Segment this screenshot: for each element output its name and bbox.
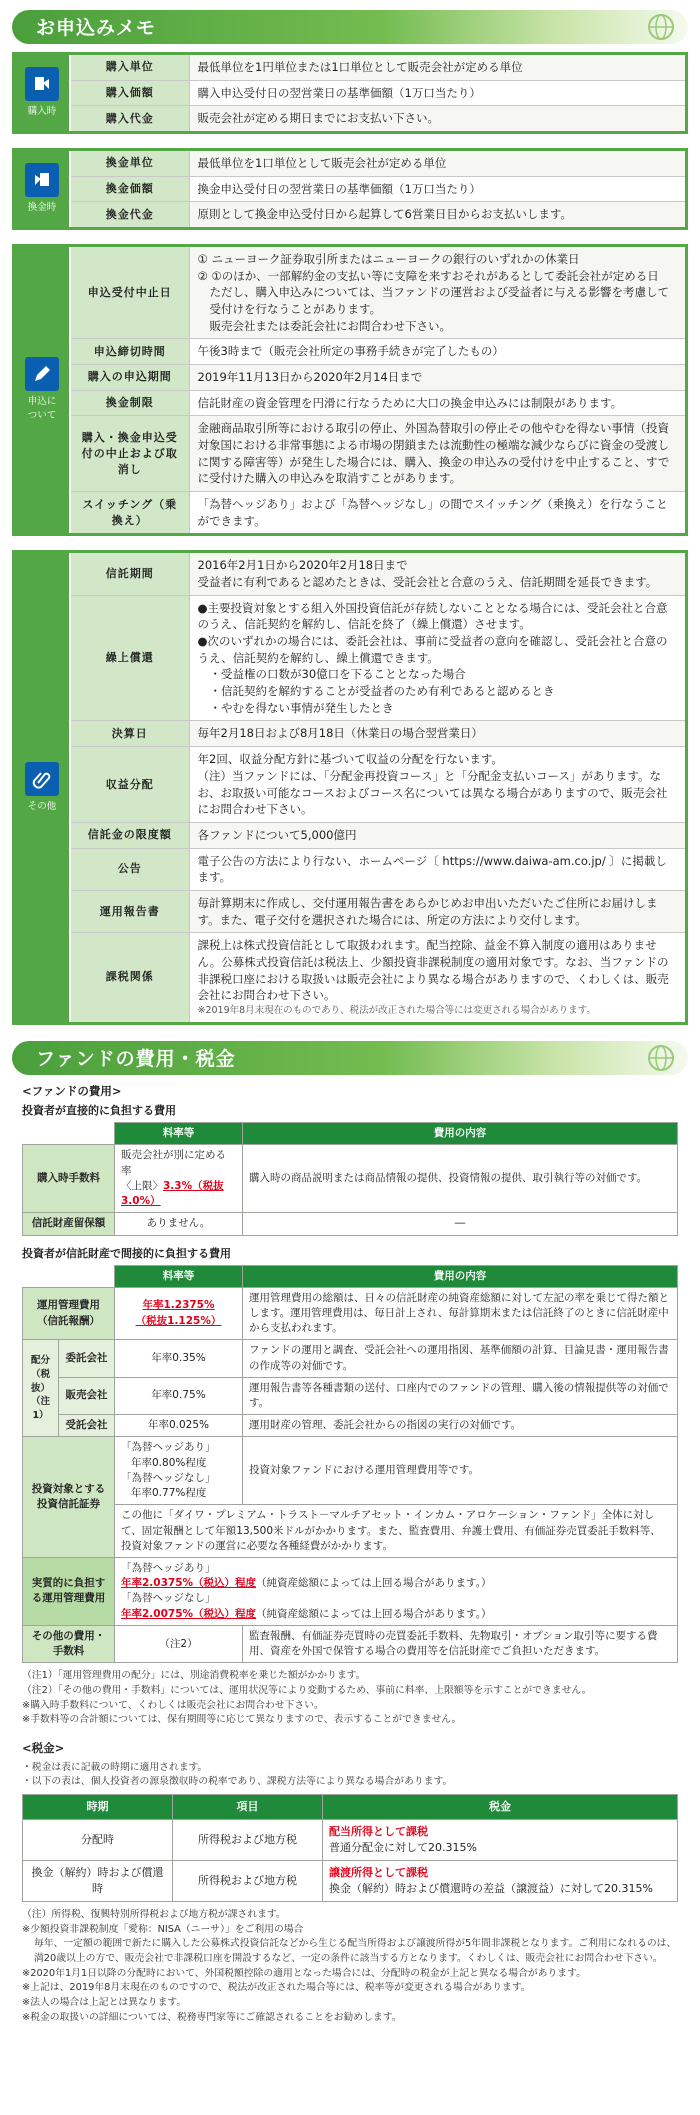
table-row: 購入の申込期間 2019年11月13日から2020年2月14日まで — [71, 365, 685, 391]
table-row: 申込受付中止日 ① ニューヨーク証券取引所またはニューヨークの銀行のいずれかの休業日 ② ①のほか、一部解約金の支払い等に支障を来すおそれがあるとして委託会社が定める日 ただし、購入申込みについては、当ファンドの運営および受益者に与える影響を考慮して受付けを行なうことがあります。 販売会社または委託会社にお問合わせ下さい。 — [71, 247, 685, 339]
globe-icon — [646, 13, 676, 41]
fees-title: ファンドの費用・税金 — [36, 1047, 236, 1070]
fees-banner — [12, 1041, 688, 1075]
indirect-fees-heading: 投資者が信託財産で間接的に負担する費用 — [22, 1246, 231, 1260]
tax-notes: （注）所得税、復興特別所得税および地方税が課されます。 ※少額投資非課税制度「愛称：NISA（ニーサ）」をご利用の場合 毎年、一定額の範囲で新たに購入した公募株式投資信託などから生じる配当所得および譲渡所得が5年間非課税となります。ご利用になれるのは、満20歳以上の方で、販売会社で非課税口座を開設するなど、一定の条件に該当する方となります。くわしくは、販売会社にお問合わせ下さい。 ※2020年1月1日以降の分配時において、外国税額控除の適用となった場合には、分配時の税金が上記と異なる場合があります。 ※上記は、2019年8月末現在のものですので、税法が改正された場合等には、税率等が変更される場合があります。 ※法人の場合は上記とは異なります。 ※税金の取扱いの詳細については、税務専門家等にご確認されることをお勧めします。 — [22, 1908, 677, 2023]
table-row: 収益分配 年2回、収益分配方針に基づいて収益の分配を行ないます。 （注）当ファンドには、「分配金再投資コース」と「分配金支払いコース」があります。なお、お取扱い可能なコースおよびコース名については異なる場合がありますので、販売会社にお問合わせ下さい。 — [71, 747, 685, 823]
purchase-label: 購入時 — [15, 55, 71, 131]
table-row: スイッチング（乗換え） 「為替ヘッジあり」および「為替ヘッジなし」の間でスイッチング（乗換え）を行なうことができます。 — [71, 492, 685, 534]
redeem-label: 換金時 — [15, 151, 71, 227]
redeem-icon — [25, 163, 59, 197]
apply-table — [71, 247, 685, 533]
table-row: 換金価額 換金申込受付日の翌営業日の基準価額（1万口当たり） — [71, 176, 685, 202]
tax-table: 時期 項目 税金 分配時 所得税および地方税 配当所得として課税 普通分配金に対して20.315% 換金（解約）時および償還時 所得税および地方税 譲渡所得として課税 換金（解約）時および償還時の差益（譲渡益）に対して20.315% — [22, 1794, 678, 1902]
table-row: 申込締切時間 午後3時まで（販売会社所定の事務手続きが完了したもの） — [71, 339, 685, 365]
table-row: 換金単位 最低単位を1口単位として販売会社が定める単位 — [71, 151, 685, 176]
apply-label: 申込について — [15, 247, 71, 533]
other-table — [71, 553, 685, 1021]
fees-section-heading: <ファンドの費用> — [22, 1083, 122, 1098]
table-row: 投資対象とする投資信託証券 「為替ヘッジあり」 年率0.80%程度 「為替ヘッジなし」 年率0.77%程度 投資対象ファンドにおける運用管理費用等です。 — [23, 1437, 678, 1505]
table-row: 信託金の限度額 各ファンドについて5,000億円 — [71, 822, 685, 848]
table-row: 分配時 所得税および地方税 配当所得として課税 普通分配金に対して20.315% — [23, 1820, 678, 1861]
table-row: 換金（解約）時および償還時 所得税および地方税 譲渡所得として課税 換金（解約）時および償還時の差益（譲渡益）に対して20.315% — [23, 1860, 678, 1901]
tax-section-heading: <税金> — [22, 1741, 65, 1756]
purchase-table — [71, 55, 685, 131]
redeem-panel — [12, 148, 688, 230]
table-row: 繰上償還 ●主要投資対象とする組入外国投資信託が存続しないこととなる場合には、受託会社と合意のうえ、信託契約を解約し、信託を終了（繰上償還）させます。 ●次のいずれかの場合には、委託会社は、事前に受益者の意向を確認し、受託会社と合意のうえ、信託契約を解約し、繰上償還できます。 ・受益権の口数が30億口を下ることとなった場合 ・信託契約を解約することが受益者のため有利であると認めるとき ・やむを得ない事情が発生したとき — [71, 595, 685, 721]
table-row: 購入単位 最低単位を1円単位または1口単位として販売会社が定める単位 — [71, 55, 685, 80]
table-row: 信託財産留保額 ありません。 ― — [23, 1213, 678, 1235]
fee-notes: （注1）「運用管理費用の配分」には、別途消費税率を乗じた額がかかります。 （注2）「その他の費用・手数料」については、運用状況等により変動するため、事前に料率、上限額等を示すことができません。 ※購入時手数料について、くわしくは販売会社にお問合わせ下さい。 ※手数料等の合計額については、保有期間等に応じて異なりますので、表示することができません。 — [22, 1670, 592, 1726]
clip-icon — [25, 762, 59, 796]
table-row: 実質的に負担する運用管理費用 「為替ヘッジあり」 年率2.0375%（税込）程度（純資産総額によっては上回る場合があります。） 「為替ヘッジなし」 年率2.0075%（税込）程度（純資産総額によっては上回る場合があります。） — [23, 1558, 678, 1626]
table-row: 配分（税抜）（注1） 委託会社 年率0.35% ファンドの運用と調査、受託会社への運用指図、基準価額の計算、目論見書・運用報告書の作成等の対価です。 — [23, 1340, 678, 1377]
table-row: 販売会社 年率0.75% 運用報告書等各種書類の送付、口座内でのファンドの管理、購入後の情報提供等の対価です。 — [23, 1377, 678, 1414]
apply-panel — [12, 244, 688, 536]
globe-icon — [646, 1044, 676, 1072]
table-row: その他の費用・手数料 （注2） 監査報酬、有価証券売買時の売買委託手数料、先物取引・オプション取引等に要する費用、資産を外国で保管する場合の費用等を信託財産でご負担いただきます。 — [23, 1625, 678, 1662]
memo-title: お申込みメモ — [36, 17, 157, 39]
direct-fees-table: 料率等 費用の内容 購入時手数料 販売会社が別に定める率 〈上限〉3.3%（税抜3.0%） 購入時の商品説明または商品情報の提供、投資情報の提供、取引執行等の対価です。 信託財産留保額 ありません。 ― — [22, 1122, 678, 1235]
table-row: 購入・換金申込受付の中止および取消し 金融商品取引所等における取引の停止、外国為替取引の停止その他やむを得ない事情（投資対象国における非常事態による市場の閉鎖または流動性の極端な減少ならびに資金の受渡しに関する障害等）が発生した場合には、購入、換金の申込みの受付けを中止すること、すでに受付けた購入の申込みを取消すことがあります。 — [71, 416, 685, 492]
table-row: 換金代金 原則として換金申込受付日から起算して6営業日目からお支払いします。 — [71, 202, 685, 227]
table-row: 運用報告書 毎計算期末に作成し、交付運用報告書をあらかじめお申出いただいたご住所にお届けします。また、電子交付を選択された場合には、所定の方法により交付します。 — [71, 890, 685, 932]
table-row: この他に「ダイワ・プレミアム・トラスト－マルチアセット・インカム・アロケーション・ファンド」全体に対して、固定報酬として年額13,500米ドルがかかります。また、監査費用、弁護士費用、有価証券売買委託手数料等、投資対象ファンドの運営に必要な各種経費がかかります。 — [23, 1505, 678, 1558]
direct-fees-heading: 投資者が直接的に負担する費用 — [22, 1104, 176, 1118]
purchase-panel — [12, 52, 688, 134]
purchase-icon — [25, 67, 59, 101]
table-row: 購入価額 購入申込受付日の翌営業日の基準価額（1万口当たり） — [71, 80, 685, 106]
pen-icon — [25, 357, 59, 391]
table-row: 決算日 毎年2月18日および8月18日（休業日の場合翌営業日） — [71, 721, 685, 747]
table-row: 信託期間 2016年2月1日から2020年2月18日まで 受益者に有利であると認めたときは、受託会社と合意のうえ、信託期間を延長できます。 — [71, 553, 685, 595]
table-row: 換金制限 信託財産の資金管理を円滑に行なうために大口の換金申込みには制限があります。 — [71, 390, 685, 416]
indirect-fees-table: 料率等 費用の内容 運用管理費用（信託報酬） 年率1.2375% （税抜1.125%） 運用管理費用の総額は、日々の信託財産の純資産総額に対して左記の率を乗じて得た額とします。運用管理費用は、毎日計上され、毎計算期末または信託終了のときに信託財産中から支払われます。 配分（税抜）（注1） 委託会社 年率0.35% ファンドの運用と調査、受託会社への運用指図、基準価額の計算、目論見書・運用報告書の作成等の対価です。 販売会社 年率0.75% 運用報告書等各種書類の送付、口座内でのファンドの管理、購入後の情報提供等の対価です。 受託会社 年率0.025% 運用財産の管理、委託会社からの指図の実行の対価です。 投資対象とする投資信託証券 「為替ヘッジあり」 年率0.80%程度 「為替ヘッジなし」 年率0.77%程度 投資対象ファンドにおける運用管理費用等です。 この他に「ダイワ・プレミアム・トラスト－マルチアセット・インカム・アロケーション・ファンド」全体に対して、固定報酬として年額13,500米ドルがかかります。また、監査費用、弁護士費用、有価証券売買委託手数料等、投資対象ファンドの運営に必要な各種経費がかかります。 実質的に負担する運用管理費用 「為替ヘッジあり」 年率2.0375%（税込）程度（純資産総額によっては上回る場合があります。） 「為替ヘッジなし」 年率2.0075%（税込）程度（純資産総額によっては上回る場合があります。） その他の費用・手数料 （注2） 監査報酬、有価証券売買時の売買委託手数料、先物取引・オプション取引等に要する費用、資産を外国で保管する場合の費用等を信託財産でご負担いただきます。 — [22, 1265, 678, 1664]
table-row: 課税関係 課税上は株式投資信託として取扱われます。配当控除、益金不算入制度の適用はありません。公募株式投資信託は税法上、少額投資非課税制度の適用対象です。なお、当ファンドの非課税口座における取扱いは販売会社により異なる場合がありますので、くわしくは、販売会社にお問合わせ下さい。 ※2019年8月末現在のものであり、税法が改正された場合等には変更される場合があります。 — [71, 933, 685, 1022]
memo-banner — [12, 10, 688, 44]
redeem-table — [71, 151, 685, 227]
other-label: その他 — [15, 553, 71, 1021]
other-panel — [12, 550, 688, 1024]
table-row: 受託会社 年率0.025% 運用財産の管理、委託会社からの指図の実行の対価です。 — [23, 1415, 678, 1437]
table-row: 公告 電子公告の方法により行ない、ホームページ〔 https://www.daiwa-am.co.jp/ 〕に掲載します。 — [71, 848, 685, 890]
table-row: 購入代金 販売会社が定める期日までにお支払い下さい。 — [71, 106, 685, 131]
tax-bullets: ・税金は表に記載の時期に適用されます。 ・以下の表は、個人投資者の源泉徴収時の税率であり、課税方法等により異なる場合があります。 — [22, 1761, 453, 1788]
table-row: 購入時手数料 販売会社が別に定める率 〈上限〉3.3%（税抜3.0%） 購入時の商品説明または商品情報の提供、投資情報の提供、取引執行等の対価です。 — [23, 1145, 678, 1213]
table-row: 運用管理費用（信託報酬） 年率1.2375% （税抜1.125%） 運用管理費用の総額は、日々の信託財産の純資産総額に対して左記の率を乗じて得た額とします。運用管理費用は、毎日計上され、毎計算期末または信託終了のときに信託財産中から支払われます。 — [23, 1287, 678, 1340]
